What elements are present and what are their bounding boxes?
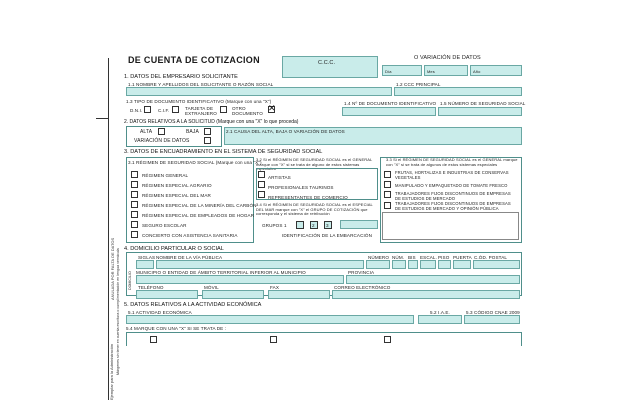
alta-checkbox[interactable] (158, 128, 165, 135)
municipio-field[interactable] (136, 275, 344, 284)
regimen-agrario-label: RÉGIMEN ESPECIAL AGRARIO (142, 183, 212, 188)
vertical-margin-text: Ejemplar para la Administración (109, 343, 114, 400)
regimen-mar-label: RÉGIMEN ESPECIAL DEL MAR (142, 193, 211, 198)
nombre-field[interactable] (126, 87, 392, 96)
regimen-hogar-checkbox[interactable] (131, 211, 138, 218)
movil-field[interactable] (202, 290, 264, 299)
field-1-1-label: 1.1 NOMBRE Y APELLIDOS DEL SOLICITANTE O RAZÓN SOCIAL (128, 82, 274, 87)
tomate-label: MANIPULADO Y EMPAQUETADO DE TOMATE FRESCO (395, 183, 508, 188)
field-5-2-label: 5.2 I.A.E. (430, 310, 450, 315)
fax-label: FAX (270, 285, 279, 290)
regimen-general-label: RÉGIMEN GENERAL (142, 173, 189, 178)
variacion-label: O VARIACIÓN DE DATOS (414, 55, 481, 61)
estudios-checkbox[interactable] (384, 191, 391, 198)
opcion-1-checkbox[interactable] (150, 336, 157, 343)
correo-field[interactable] (332, 290, 520, 299)
section-1-title: 1. DATOS DEL EMPRESARIO SOLICITANTE (124, 74, 238, 80)
section-5-title: 5. DATOS RELATIVOS A LA ACTIVIDAD ECONÓMICA (124, 302, 262, 308)
iae-field[interactable] (418, 315, 462, 324)
dni-checkbox[interactable] (144, 106, 151, 113)
dni-label: D.N.I. (130, 108, 143, 113)
taurinos-label: PROFESIONALES TAURINOS (268, 185, 334, 190)
field-5-3-label: 5.3 CÓDIGO CNAE 2009 (466, 310, 520, 315)
movil-label: MÓVIL (204, 285, 219, 290)
mes-label: Mes (427, 69, 435, 74)
numero-field[interactable] (366, 260, 390, 269)
alta-label: ALTA (140, 129, 153, 135)
grupos-label: GRUPOS (262, 223, 283, 228)
opinion-label: TRABAJADORES FIJOS DISCONTINUOS DE EMPRESAS DE ESTUDIOS DE MERCADO Y OPINIÓN PÚBLICA (395, 201, 511, 211)
embarcacion-field[interactable] (340, 220, 378, 229)
nombre-via-label: NOMBRE DE LA VÍA PÚBLICA (156, 255, 223, 260)
fax-field[interactable] (268, 290, 330, 299)
section-2-title: 2. DATOS RELATIVOS A LA SOLICITUD (Marque con una "X" lo que proceda) (124, 119, 299, 125)
artistas-label: ARTISTAS (268, 175, 291, 180)
tarjeta-checkbox[interactable] (220, 106, 227, 113)
actividad-opciones-box (126, 332, 522, 346)
ano-label: Año (473, 69, 481, 74)
opcion-2-checkbox[interactable] (270, 336, 277, 343)
seguro-escolar-label: SEGURO ESCOLAR (142, 223, 187, 228)
opcion-3-checkbox[interactable] (384, 336, 391, 343)
field-1-2-label: 1.2 CCC PRINCIPAL (396, 82, 441, 87)
cif-label: C.I.F. (158, 108, 170, 113)
dia-label: Día (385, 69, 392, 74)
regimen-hogar-label: RÉGIMEN ESPECIAL DE EMPLEADOS DE HOGAR (142, 213, 255, 218)
field-5-4-label: 5.4 MARQUE CON UNA "X" SI SE TRATA DE : (126, 326, 227, 331)
otros-field[interactable] (382, 212, 519, 240)
especial-32-box (256, 168, 378, 200)
provincia-field[interactable] (346, 275, 520, 284)
actividad-field[interactable] (126, 315, 414, 324)
vertical-spine-text: ANULADA POR FALTA DE DATOS (110, 237, 115, 300)
field-1-3-label: 1.3 TIPO DE DOCUMENTO IDENTIFICATIVO (Marque con una "X") (126, 99, 272, 104)
baja-label: BAJA (186, 129, 199, 135)
piso-label: PISO (438, 255, 450, 260)
regimen-box (126, 157, 254, 243)
section-4-title: 4. DOMICILIO PARTICULAR O SOCIAL (124, 246, 224, 252)
field-3-1-label: 3.1 RÉGIMEN DE SEGURIDAD SOCIAL (Marque con una "X") (128, 160, 262, 165)
siglas-label: SIGLAS (138, 255, 156, 260)
municipio-label: MUNICIPIO O ENTIDAD DE ÁMBITO TERRITORIAL INFERIOR AL MUNICIPIO (136, 270, 306, 275)
provincia-label: PROVINCIA (348, 270, 375, 275)
grupo-1-box[interactable] (296, 221, 304, 229)
otro-check-mark: ✕ (268, 103, 276, 113)
frutas-checkbox[interactable] (384, 171, 391, 178)
regimen-agrario-checkbox[interactable] (131, 181, 138, 188)
cif-checkbox[interactable] (172, 106, 179, 113)
otro-label: OTRO DOCUMENTO (232, 106, 263, 116)
cpostal-label: C.ÓD. POSTAL (474, 255, 508, 260)
regimen-mar-checkbox[interactable] (131, 191, 138, 198)
opinion-checkbox[interactable] (384, 202, 391, 209)
bis-field[interactable] (408, 260, 418, 269)
corner-mark (96, 118, 108, 119)
telefono-field[interactable] (136, 290, 198, 299)
regimen-general-checkbox[interactable] (131, 171, 138, 178)
section-3-title: 3. DATOS DE ENCUADRAMIENTO EN EL SISTEMA DE SEGURIDAD SOCIAL (124, 149, 323, 155)
escal-field[interactable] (420, 260, 436, 269)
numero-label: NÚMERO (368, 255, 390, 260)
variacion-datos-label: VARIACIÓN DE DATOS (134, 138, 190, 144)
comercio-label: REPRESENTANTES DE COMERCIO (268, 195, 348, 200)
cnae-field[interactable] (464, 315, 520, 324)
domicilio-vertical-label: DOMICILIO (128, 271, 132, 290)
puerta-field[interactable] (453, 260, 471, 269)
tomate-checkbox[interactable] (384, 181, 391, 188)
num-label: NÚM. (392, 255, 405, 260)
frutas-label: FRUTAS, HORTALIZAS E INDUSTRIAS DE CONSERVAS VEGETALES (395, 170, 509, 180)
concierto-checkbox[interactable] (131, 231, 138, 238)
tarjeta-label: TARJETA DE EXTRANJERO (185, 106, 217, 116)
bis-label: BIS (408, 255, 416, 260)
field-3-2-label: 3.2 Si el RÉGIMEN DE SEGURIDAD SOCIAL es el GENERAL marque con "X" si se trata de alguno de estos sistemas especiales (256, 157, 373, 172)
regimen-mineria-label: RÉGIMEN ESPECIAL DE LA MINERÍA DEL CARBÓN (142, 203, 257, 208)
documento-number-field[interactable] (342, 107, 436, 116)
escal-label: ESCAL. (420, 255, 437, 260)
field-1-4-label: 1.4 Nº DE DOCUMENTO IDENTIFICATIVO (344, 101, 437, 106)
nss-field[interactable] (438, 107, 522, 116)
variacion-checkbox[interactable] (204, 137, 211, 144)
form-title: DE CUENTA DE COTIZACION (128, 55, 260, 65)
grupo-1-label: 1 (284, 223, 287, 228)
siglas-field[interactable] (136, 260, 154, 269)
field-5-1-label: 5.1 ACTIVIDAD ECONÓMICA (128, 310, 192, 315)
num-field[interactable] (392, 260, 406, 269)
baja-checkbox[interactable] (204, 128, 211, 135)
ccc-label: C.C.C. (318, 60, 336, 66)
grupo-3-label: 3 (326, 223, 329, 228)
via-field[interactable] (156, 260, 364, 269)
field-3-4-label: 3.4 Si el RÉGIMEN DE SEGURIDAD SOCIAL es el ESPECIAL DEL MAR marque con "X" el GRUPO DE COTIZACIÓN que corresponda y el sistema de retribución (256, 202, 373, 217)
field-3-3-label: 3.3 Si el RÉGIMEN DE SEGURIDAD SOCIAL es el GENERAL marque con "X" si se trata de algunos de estos sistemas especiales (386, 157, 518, 167)
vertical-margin-note: Márgenes sin tener en cuenta escritura o cumplimentación en lengua vernácula (116, 248, 120, 375)
field-2-1-label: 2.1 CAUSA DEL ALTA, BAJA O VARIACIÓN DE DATOS (226, 129, 345, 134)
seguro-escolar-checkbox[interactable] (131, 221, 138, 228)
field-1-5-label: 1.5 NÚMERO DE SEGURIDAD SOCIAL (440, 101, 526, 106)
ccc-principal-field[interactable] (394, 87, 522, 96)
concierto-label: CONCIERTO CON ASISTENCIA SANITARIA (142, 233, 238, 238)
piso-field[interactable] (438, 260, 451, 269)
grupo-2-label: 2 (312, 223, 315, 228)
identificacion-label: IDENTIFICACIÓN DE LA EMBARCACIÓN (282, 233, 372, 238)
correo-label: CORREO ELECTRÓNICO (334, 285, 391, 290)
estudios-label: TRABAJADORES FIJOS DISCONTINUOS DE EMPRESAS DE ESTUDIOS DE MERCADO (395, 191, 511, 201)
regimen-mineria-checkbox[interactable] (131, 201, 138, 208)
puerta-label: PUERTA (453, 255, 472, 260)
telefono-label: TELÉFONO (138, 285, 164, 290)
cpostal-field[interactable] (473, 260, 520, 269)
